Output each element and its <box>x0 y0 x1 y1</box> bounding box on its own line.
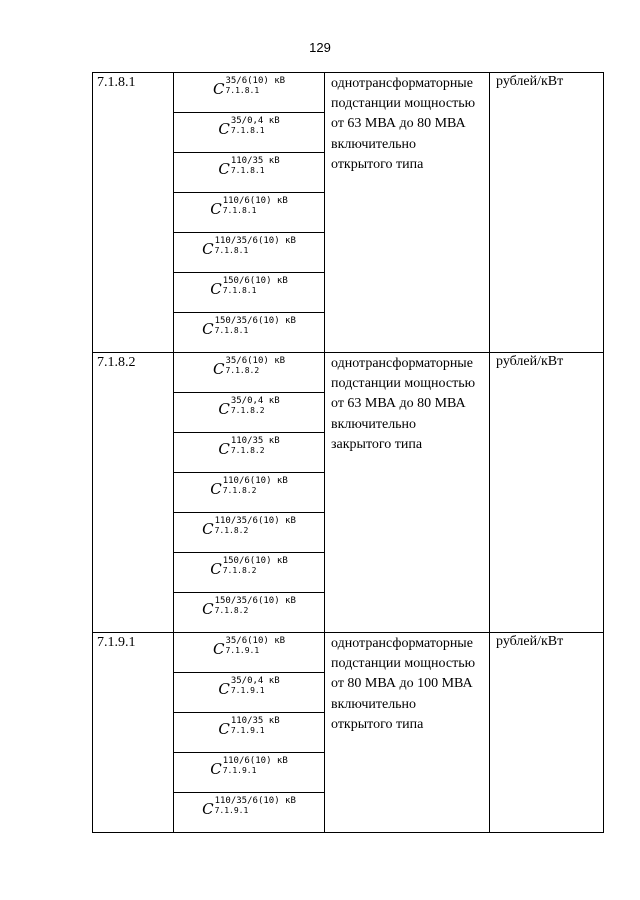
rate-symbol-cell <box>174 673 325 713</box>
rate-symbol-index: 7.1.9.1 <box>225 646 260 655</box>
rate-symbol-letter: C <box>218 120 230 138</box>
rate-symbol-index: 7.1.8.1 <box>230 126 265 135</box>
description-cell <box>325 353 490 633</box>
rate-symbol-cell <box>174 73 325 113</box>
table-row <box>93 633 604 673</box>
unit-cell <box>490 73 604 353</box>
rate-symbol-voltage: 110/35 кВ <box>230 436 280 446</box>
item-code-cell <box>93 633 174 833</box>
rate-symbol-cell <box>174 433 325 473</box>
description-line: подстанции мощностью <box>331 656 476 672</box>
description-line: открытого типа <box>331 716 424 732</box>
rate-symbol-letter: C <box>212 80 225 98</box>
rate-symbol-index: 7.1.9.1 <box>230 726 265 735</box>
rate-symbol-index: 7.1.9.1 <box>230 686 265 695</box>
rate-symbol-voltage: 110/6(10) кВ <box>222 476 288 486</box>
rate-symbol <box>202 516 296 537</box>
item-code-cell <box>93 73 174 353</box>
rate-symbol <box>202 796 296 817</box>
rate-symbol-letter: C <box>202 520 214 538</box>
rate-symbol-cell <box>174 553 325 593</box>
rate-symbol-voltage: 35/6(10) кВ <box>225 636 286 646</box>
rate-symbol-voltage: 35/0,4 кВ <box>230 396 280 406</box>
description-line: подстанции мощностью <box>331 376 476 392</box>
rate-symbol-letter: C <box>202 240 214 258</box>
rate-symbol-cell <box>174 633 325 673</box>
item-code-cell <box>93 353 174 633</box>
rate-symbol-index: 7.1.9.1 <box>222 766 257 775</box>
description-line: включительно <box>331 136 417 152</box>
rate-symbol-index: 7.1.8.1 <box>222 286 257 295</box>
table-row <box>93 73 604 113</box>
rate-symbol-letter: C <box>202 800 214 818</box>
rate-symbol-letter: C <box>210 200 222 218</box>
rate-symbol-voltage: 110/35 кВ <box>230 156 280 166</box>
description-line: закрытого типа <box>331 436 423 452</box>
rate-symbol-letter: C <box>210 560 222 578</box>
rate-symbol-index: 7.1.8.1 <box>214 326 249 335</box>
rate-symbol-cell <box>174 313 325 353</box>
rate-symbol-letter: C <box>212 360 225 378</box>
rate-symbol-letter: C <box>202 320 214 338</box>
rate-symbol <box>213 76 285 97</box>
rate-symbol-voltage: 150/35/6(10) кВ <box>214 596 296 606</box>
rate-symbol <box>210 276 288 297</box>
unit-label: рублей/кВт <box>496 74 564 89</box>
description-cell <box>325 73 490 353</box>
rate-symbol-cell <box>174 393 325 433</box>
rate-symbol-letter: C <box>218 720 230 738</box>
rate-symbol-index: 7.1.8.2 <box>230 446 265 455</box>
rate-symbol <box>213 356 285 377</box>
description-line: однотрансформаторные <box>331 76 473 91</box>
rate-symbol-letter: C <box>210 480 222 498</box>
description-cell <box>325 633 490 833</box>
item-code: 7.1.8.2 <box>97 355 136 370</box>
description-line: от 63 МВА до 80 МВА <box>331 396 466 412</box>
rate-symbol-voltage: 110/35/6(10) кВ <box>214 236 296 246</box>
rate-symbol-cell <box>174 473 325 513</box>
rate-symbol-index: 7.1.8.2 <box>225 366 260 375</box>
item-code: 7.1.8.1 <box>97 75 136 90</box>
description-line: однотрансформаторные <box>331 356 473 371</box>
unit-label: рублей/кВт <box>496 634 564 649</box>
rate-symbol-cell <box>174 113 325 153</box>
rate-symbol <box>218 436 279 457</box>
rate-symbol-index: 7.1.8.1 <box>230 166 265 175</box>
rate-symbol-letter: C <box>218 440 230 458</box>
rate-symbol <box>218 156 279 177</box>
rate-symbol-letter: C <box>218 160 230 178</box>
rate-symbol-voltage: 110/6(10) кВ <box>222 756 288 766</box>
rate-symbol-letter: C <box>210 760 222 778</box>
rate-symbol-voltage: 110/35 кВ <box>230 716 280 726</box>
rate-symbol-letter: C <box>210 280 222 298</box>
rate-symbol-voltage: 110/35/6(10) кВ <box>214 516 296 526</box>
item-code: 7.1.9.1 <box>97 635 136 650</box>
unit-cell <box>490 353 604 633</box>
rate-symbol-index: 7.1.8.2 <box>222 486 257 495</box>
rate-symbol <box>202 596 296 617</box>
description-line: подстанции мощностью <box>331 96 476 112</box>
rate-symbol <box>218 716 279 737</box>
rate-symbol-index: 7.1.8.2 <box>222 566 257 575</box>
rate-symbol-letter: C <box>202 600 214 618</box>
rate-symbol-index: 7.1.8.2 <box>214 526 249 535</box>
rate-symbol-cell <box>174 153 325 193</box>
rate-symbol <box>210 556 288 577</box>
rate-symbol <box>202 316 296 337</box>
unit-cell <box>490 633 604 833</box>
rate-symbol <box>218 396 279 417</box>
rate-symbol-voltage: 35/6(10) кВ <box>225 76 286 86</box>
description-line: включительно <box>331 696 417 712</box>
rate-symbol <box>218 676 279 697</box>
description-line: от 80 МВА до 100 МВА <box>331 676 473 692</box>
rate-symbol-index: 7.1.8.1 <box>225 86 260 95</box>
rate-symbol-index: 7.1.8.2 <box>230 406 265 415</box>
rate-symbol-index: 7.1.8.1 <box>222 206 257 215</box>
rate-symbol-index: 7.1.8.2 <box>214 606 249 615</box>
description-line: включительно <box>331 416 417 432</box>
unit-label: рублей/кВт <box>496 354 564 369</box>
rate-symbol-letter: C <box>212 640 225 658</box>
rate-symbol-index: 7.1.9.1 <box>214 806 249 815</box>
rate-symbol-cell <box>174 353 325 393</box>
rate-symbol <box>218 116 279 137</box>
rate-symbol <box>210 196 288 217</box>
rate-symbol-voltage: 150/35/6(10) кВ <box>214 316 296 326</box>
rate-symbol-letter: C <box>218 400 230 418</box>
rate-symbol-cell <box>174 233 325 273</box>
description-line: однотрансформаторные <box>331 636 473 651</box>
rate-symbol-cell <box>174 793 325 833</box>
rate-symbol-voltage: 150/6(10) кВ <box>222 556 288 566</box>
rate-symbol-voltage: 35/6(10) кВ <box>225 356 286 366</box>
table-row <box>93 353 604 393</box>
rate-symbol-voltage: 150/6(10) кВ <box>222 276 288 286</box>
rate-symbol <box>213 636 285 657</box>
rate-symbol-voltage: 110/35/6(10) кВ <box>214 796 296 806</box>
page-number: 129 <box>309 40 331 55</box>
tariff-table <box>92 72 604 833</box>
rate-symbol-voltage: 110/6(10) кВ <box>222 196 288 206</box>
rate-symbol-cell <box>174 593 325 633</box>
description-line: открытого типа <box>331 156 424 172</box>
rate-symbol-letter: C <box>218 680 230 698</box>
rate-symbol <box>210 476 288 497</box>
rate-symbol-voltage: 35/0,4 кВ <box>230 116 280 126</box>
rate-symbol-cell <box>174 273 325 313</box>
rate-symbol <box>210 756 288 777</box>
rate-symbol-index: 7.1.8.1 <box>214 246 249 255</box>
rate-symbol-voltage: 35/0,4 кВ <box>230 676 280 686</box>
rate-symbol-cell <box>174 713 325 753</box>
rate-symbol-cell <box>174 513 325 553</box>
description-line: от 63 МВА до 80 МВА <box>331 116 466 132</box>
rate-symbol-cell <box>174 753 325 793</box>
rate-symbol-cell <box>174 193 325 233</box>
rate-symbol <box>202 236 296 257</box>
